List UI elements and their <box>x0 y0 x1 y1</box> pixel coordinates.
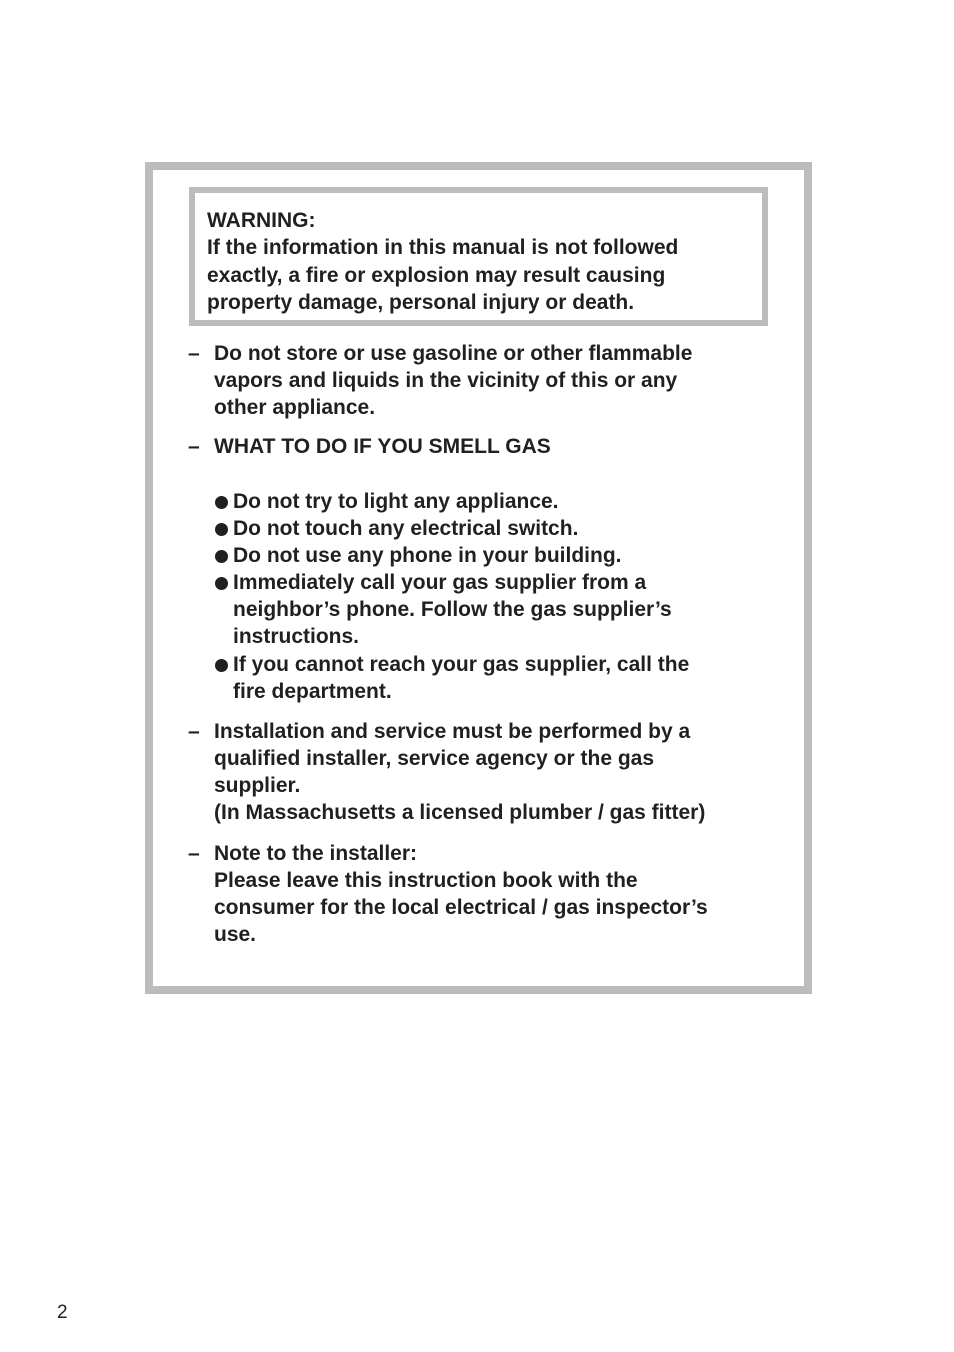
bullet-line: Immediately call your gas supplier from a <box>233 571 647 594</box>
bullet-line: Do not try to light any appliance. <box>233 490 559 513</box>
warning-line: exactly, a fire or explosion may result causing <box>207 263 666 287</box>
dash-marker: – <box>188 720 200 743</box>
instruction-smell-gas <box>188 433 551 460</box>
bullet-dot-icon <box>215 550 228 563</box>
warning-box <box>189 187 768 326</box>
dash-marker: – <box>188 435 200 458</box>
bullet-dot-icon <box>215 496 228 509</box>
instruction-line: (In Massachusetts a licensed plumber / gas fitter) <box>214 801 706 824</box>
instruction-line: consumer for the local electrical / gas inspector’s <box>214 896 708 919</box>
page-number: 2 <box>57 1302 68 1323</box>
warning-line: property damage, personal injury or death. <box>207 290 635 314</box>
instruction-line: WHAT TO DO IF YOU SMELL GAS <box>214 435 551 458</box>
bullet-line: If you cannot reach your gas supplier, call the <box>233 653 690 676</box>
instruction-line: other appliance. <box>214 396 376 419</box>
instruction-line: supplier. <box>214 774 301 797</box>
bullet-item <box>215 515 578 542</box>
bullet-item <box>215 651 689 705</box>
warning-heading: WARNING: <box>207 209 316 232</box>
instruction-line: use. <box>214 923 257 946</box>
bullet-dot-icon <box>215 523 228 536</box>
instruction-line: Installation and service must be performed by a <box>214 720 691 743</box>
dash-marker: – <box>188 342 200 365</box>
warning-line: If the information in this manual is not followed <box>207 236 679 260</box>
bullet-dot-icon <box>215 577 228 590</box>
instruction-line: Note to the installer: <box>214 842 418 865</box>
bullet-item <box>215 569 672 650</box>
bullet-item <box>215 542 622 569</box>
bullet-line: Do not use any phone in your building. <box>233 544 622 567</box>
bullet-line: fire department. <box>233 680 392 703</box>
instruction-line: Do not store or use gasoline or other flammable <box>214 342 693 365</box>
bullet-line: neighbor’s phone. Follow the gas supplier’s <box>233 598 672 621</box>
bullet-dot-icon <box>215 659 228 672</box>
instruction-line: Please leave this instruction book with the <box>214 869 638 892</box>
bullet-line: instructions. <box>233 625 360 648</box>
instruction-installation <box>188 718 705 826</box>
bullet-line: Do not touch any electrical switch. <box>233 517 579 540</box>
instruction-storage <box>188 340 692 421</box>
instruction-note <box>188 840 708 948</box>
instruction-line: vapors and liquids in the vicinity of this or any <box>214 369 678 392</box>
bullet-item <box>215 488 559 515</box>
dash-marker: – <box>188 842 200 865</box>
instruction-line: qualified installer, service agency or the gas <box>214 747 655 770</box>
